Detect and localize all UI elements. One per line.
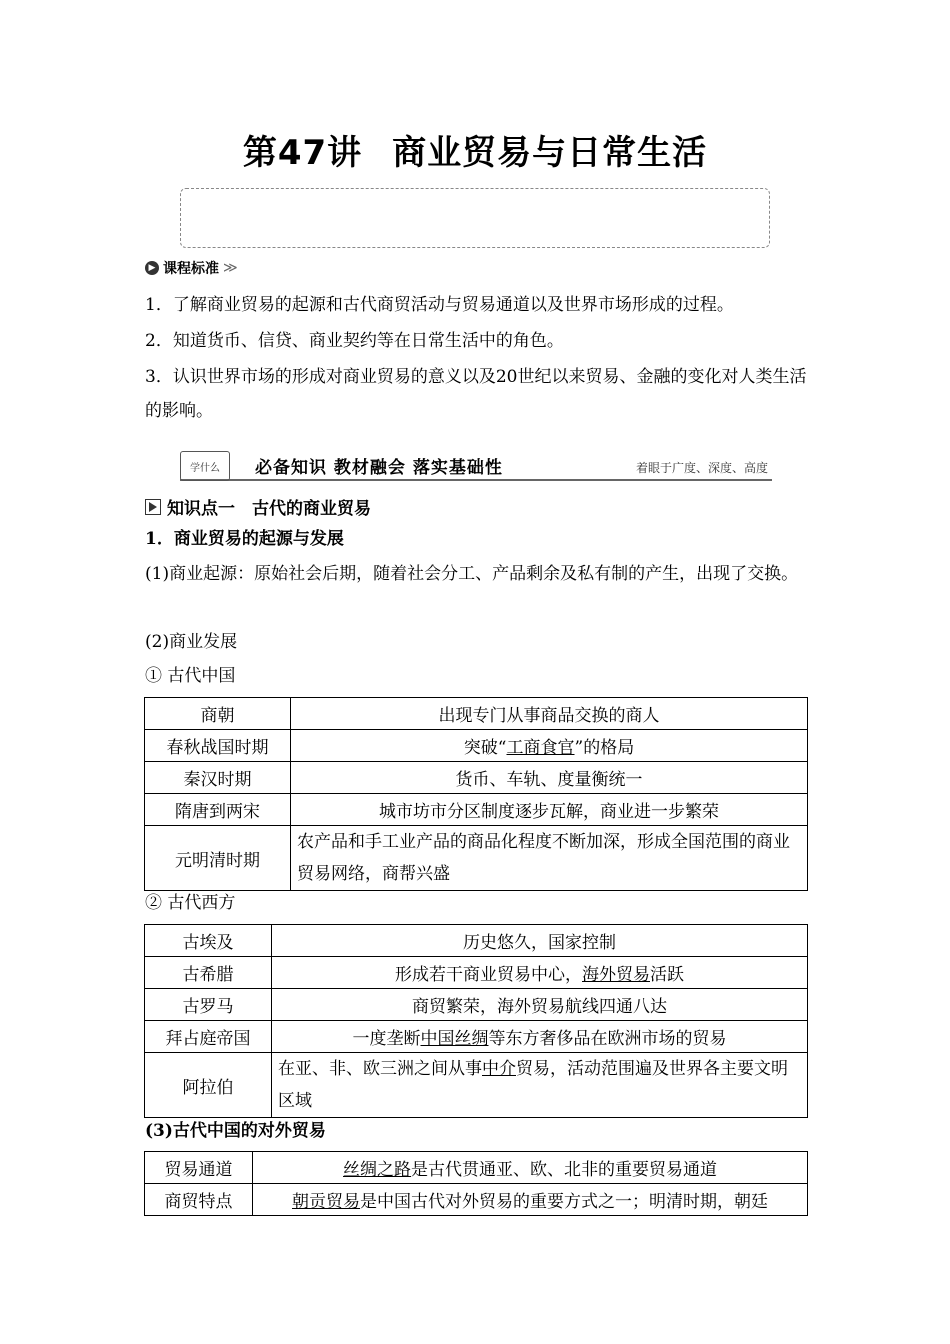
banner-logo: 学什么: [180, 451, 230, 481]
banner-subtitle: 着眼于广度、深度、高度: [635, 461, 768, 475]
table-row: 古罗马 商贸繁荣，海外贸易航线四通八达: [145, 989, 808, 1021]
commerce-origin: (1)商业起源：原始社会后期，随着社会分工、产品剩余及私有制的产生，出现了交换。: [145, 564, 799, 584]
standard-item-2: 2．知道货币、信贷、商业契约等在日常生活中的角色。: [145, 331, 564, 351]
lecture-topic: 商业贸易与日常生活: [392, 133, 708, 173]
standard-item-1: 1．了解商业贸易的起源和古代商贸活动与贸易通道以及世界市场形成的过程。: [145, 295, 734, 315]
course-standard-heading: ▶ 课程标准 ≫: [145, 258, 238, 278]
section-banner: [180, 449, 772, 481]
table-row: 古埃及 历史悠久，国家控制: [145, 925, 808, 957]
banner-title: 必备知识 教材融会 落实基础性: [255, 458, 503, 478]
section1-heading: 1．商业贸易的起源与发展: [145, 529, 344, 549]
table-row: 商朝 出现专门从事商品交换的商人: [145, 698, 808, 730]
double-chevron-icon: ≫: [223, 260, 238, 276]
ancient-west-heading: ② 古代西方: [145, 893, 236, 913]
table-row: 秦汉时期 货币、车轨、度量衡统一: [145, 762, 808, 794]
triangle-icon: [145, 499, 161, 515]
standard-item-3: 3．认识世界市场的形成对商业贸易的意义以及20世纪以来贸易、金融的变化对人类生活的影响。: [145, 367, 807, 421]
ancient-china-heading: ① 古代中国: [145, 666, 236, 686]
knowledge-point-heading: 知识点一 古代的商业贸易: [145, 494, 371, 519]
table-row: 春秋战国时期 突破“工商食官”的格局: [145, 730, 808, 762]
table-row: 隋唐到两宋 城市坊市分区制度逐步瓦解，商业进一步繁荣: [145, 794, 808, 826]
table-row: 拜占庭帝国 一度垄断中国丝绸等东方奢侈品在欧洲市场的贸易: [145, 1021, 808, 1053]
lecture-number: 第47讲: [242, 133, 363, 173]
page-title: [0, 125, 950, 174]
commerce-dev-heading: (2)商业发展: [145, 632, 238, 652]
table-row: 商贸特点 朝贡贸易是中国古代对外贸易的重要方式之一；明清时期，朝廷: [145, 1184, 808, 1216]
west-table: [144, 924, 808, 1118]
foreign-trade-table: [144, 1151, 808, 1216]
table-row: 阿拉伯 在亚、非、欧三洲之间从事中介贸易，活动范围遍及世界各主要文明区域: [145, 1053, 808, 1118]
table-row: 元明清时期 农产品和手工业产品的商品化程度不断加深，形成全国范围的商业贸易网络，商帮兴盛: [145, 826, 808, 891]
china-table: [144, 697, 808, 891]
table-row: 贸易通道 丝绸之路是古代贯通亚、欧、北非的重要贸易通道: [145, 1152, 808, 1184]
foreign-trade-heading: (3)古代中国的对外贸易: [145, 1121, 326, 1141]
play-icon: ▶: [145, 261, 159, 275]
table-row: 古希腊 形成若干商业贸易中心，海外贸易活跃: [145, 957, 808, 989]
dashed-box: [180, 188, 770, 248]
